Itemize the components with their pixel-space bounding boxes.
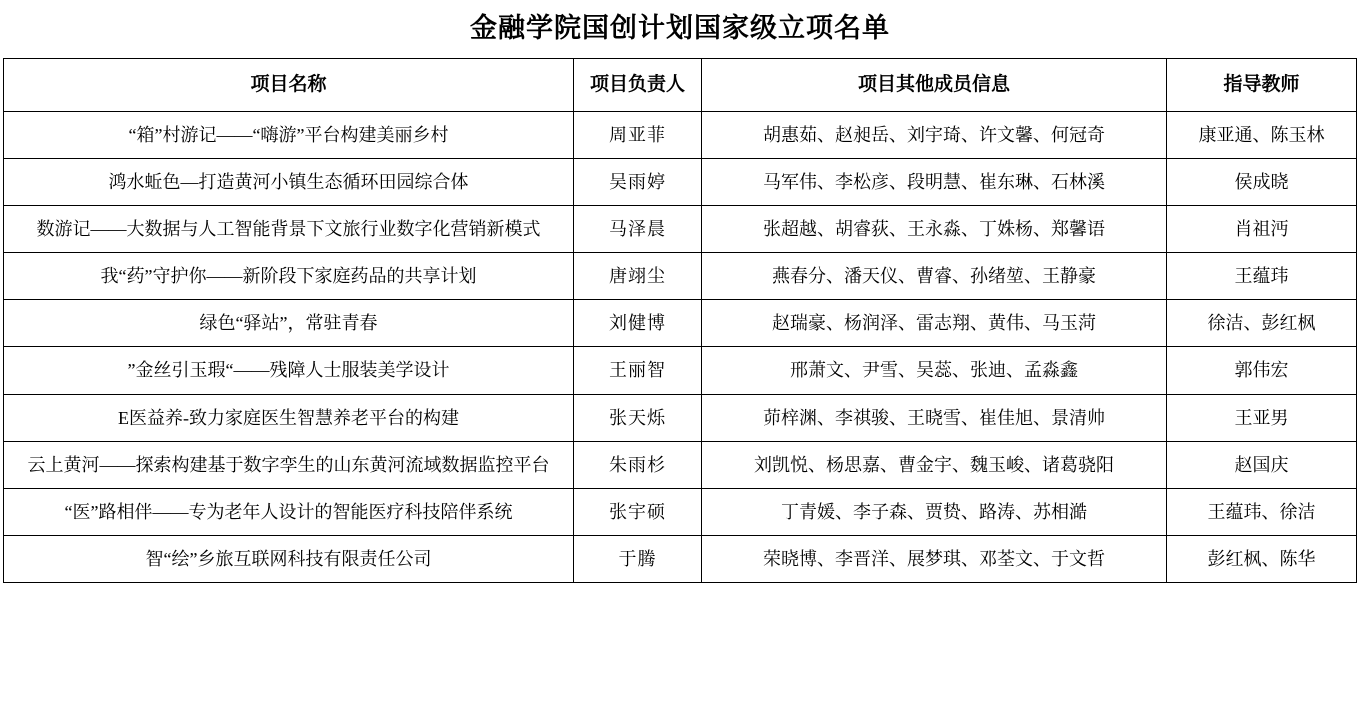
column-header-other-members: 项目其他成员信息 [702, 59, 1167, 112]
cell-advisor: 侯成晓 [1167, 159, 1357, 206]
cell-project-leader: 唐翊尘 [574, 253, 702, 300]
cell-advisor: 王蕴玮、徐洁 [1167, 488, 1357, 535]
cell-project-name: 鸿水蚯色—打造黄河小镇生态循环田园综合体 [4, 159, 574, 206]
cell-project-name: 数游记——大数据与人工智能背景下文旅行业数字化营销新模式 [4, 206, 574, 253]
cell-project-name: 绿色“驿站”，常驻青春 [4, 300, 574, 347]
cell-advisor: 徐洁、彭红枫 [1167, 300, 1357, 347]
cell-project-name: 云上黄河——探索构建基于数字孪生的山东黄河流域数据监控平台 [4, 441, 574, 488]
cell-project-leader: 张宇硕 [574, 488, 702, 535]
table-row [4, 488, 1357, 535]
cell-advisor: 王亚男 [1167, 394, 1357, 441]
page-title: 金融学院国创计划国家级立项名单 [470, 13, 890, 43]
cell-other-members: 茆梓渊、李祺骏、王晓雪、崔佳旭、景清帅 [702, 394, 1167, 441]
cell-other-members: 马军伟、李松彦、段明慧、崔东琳、石林溪 [702, 159, 1167, 206]
cell-project-name: E医益养-致力家庭医生智慧养老平台的构建 [4, 394, 574, 441]
cell-project-leader: 吴雨婷 [574, 159, 702, 206]
cell-other-members: 胡惠茹、赵昶岳、刘宇琦、许文馨、何冠奇 [702, 111, 1167, 158]
cell-other-members: 刘凯悦、杨思嘉、曹金宇、魏玉峻、诸葛骁阳 [702, 441, 1167, 488]
cell-project-leader: 王丽智 [574, 347, 702, 394]
cell-other-members: 邢萧文、尹雪、吴蕊、张迪、孟淼鑫 [702, 347, 1167, 394]
cell-advisor: 肖祖沔 [1167, 206, 1357, 253]
cell-project-name: “箱”村游记——“嗨游”平台构建美丽乡村 [4, 111, 574, 158]
cell-project-leader: 刘健博 [574, 300, 702, 347]
column-header-project-leader: 项目负责人 [574, 59, 702, 112]
cell-project-name: ”金丝引玉瑕“——残障人士服装美学设计 [4, 347, 574, 394]
cell-other-members: 赵瑞豪、杨润泽、雷志翔、黄伟、马玉菏 [702, 300, 1167, 347]
cell-project-leader: 周亚菲 [574, 111, 702, 158]
cell-advisor: 赵国庆 [1167, 441, 1357, 488]
cell-other-members: 荣晓博、李晋洋、展梦琪、邓荃文、于文哲 [702, 535, 1167, 582]
cell-project-name: “医”路相伴——专为老年人设计的智能医疗科技陪伴系统 [4, 488, 574, 535]
table-row [4, 441, 1357, 488]
table-row [4, 347, 1357, 394]
table-row [4, 111, 1357, 158]
cell-other-members: 张超越、胡睿荻、王永淼、丁姝杨、郑馨语 [702, 206, 1167, 253]
cell-project-leader: 张天烁 [574, 394, 702, 441]
table-row [4, 159, 1357, 206]
table-row [4, 535, 1357, 582]
cell-advisor: 彭红枫、陈华 [1167, 535, 1357, 582]
table-row [4, 206, 1357, 253]
table-row [4, 253, 1357, 300]
cell-project-leader: 于腾 [574, 535, 702, 582]
cell-other-members: 燕春分、潘天仪、曹睿、孙绪堃、王静豪 [702, 253, 1167, 300]
table-row [4, 394, 1357, 441]
cell-advisor: 王蕴玮 [1167, 253, 1357, 300]
cell-project-name: 我“药”守护你——新阶段下家庭药品的共享计划 [4, 253, 574, 300]
table-row [4, 300, 1357, 347]
table-header-row [4, 59, 1357, 112]
cell-advisor: 郭伟宏 [1167, 347, 1357, 394]
cell-other-members: 丁青媛、李子森、贾贽、路涛、苏相澔 [702, 488, 1167, 535]
cell-advisor: 康亚通、陈玉林 [1167, 111, 1357, 158]
cell-project-leader: 朱雨杉 [574, 441, 702, 488]
column-header-advisor: 指导教师 [1167, 59, 1357, 112]
cell-project-leader: 马泽晨 [574, 206, 702, 253]
project-listing-table [3, 58, 1357, 582]
column-header-project-name: 项目名称 [4, 59, 574, 112]
cell-project-name: 智“绘”乡旅互联网科技有限责任公司 [4, 535, 574, 582]
